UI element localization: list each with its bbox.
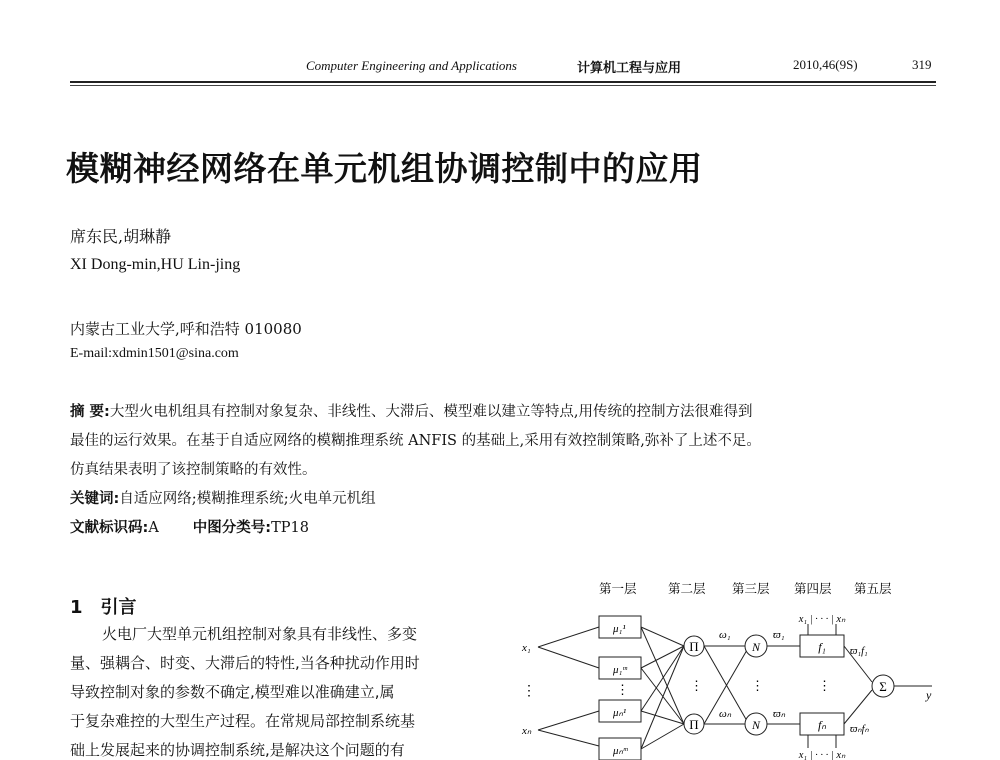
mf-label: μ₁¹ [613,623,626,635]
input-x1: x₁ [522,642,531,654]
rule-inputs-top: x₁ | · · · | xₙ [798,614,846,625]
input-connections [538,627,599,746]
body-line: 导致控制对象的参数不确定,模型难以准确建立,属 [70,683,395,701]
doc-code-label: 文献标识码: [70,520,149,536]
layer-1-2-connections [641,627,684,749]
abstract-text: 大型火电机组具有控制对象复杂、非线性、大滞后、模型难以建立等特点,用传统的控制方法很难得到 [109,404,753,420]
normalized-weight-label: ϖ₁ [773,629,785,641]
paper-title: 模糊神经网络在单元机组协调控制中的应用 [66,149,703,188]
n-symbol: N [751,718,761,732]
abstract-line [70,400,752,421]
keywords-label: 关键词: [70,491,120,507]
rule-output-label: ϖ₁f₁ [850,646,868,657]
authors-cn: 席东民,胡琳静 [70,227,172,246]
header-rule-thin [70,85,936,86]
section-heading [70,593,137,619]
normalized-weight-label: ϖₙ [773,708,786,720]
body-line: 量、强耦合、时变、大滞后的特性,当各种扰动作用时 [70,654,420,672]
doc-code-value: A [148,520,159,536]
layer-4-dots: ⋮ [818,678,831,693]
sum-symbol: Σ [879,679,887,694]
classification [70,516,309,537]
pi-symbol: Π [689,717,699,732]
abstract-line: 最佳的运行效果。在基于自适应网络的模糊推理系统 ANFIS 的基础上,采用有效控制策略,弥补了上述不足。 [70,433,761,449]
class-code-label: 中图分类号: [192,520,272,536]
mf-label: μₙ¹ [613,707,627,719]
layer-3-dots: ⋮ [751,678,764,693]
author-email: E-mail:xdmin1501@sina.com [70,346,239,361]
layer-4-5-connections [844,646,872,724]
rule-label: f₁ [818,640,826,654]
authors-en: XI Dong-min,HU Lin-jing [70,256,241,273]
mf-label: μ₁ᵐ [613,664,627,676]
rule-inputs-bottom: x₁ | · · · | xₙ [798,750,846,760]
keywords-text: 自适应网络;模糊推理系统;火电单元机组 [119,491,376,507]
abstract-line: 仿真结果表明了该控制策略的有效性。 [70,462,317,478]
layer-1-label: 第一层 [599,582,637,596]
pi-symbol: Π [689,639,699,654]
section-number: 1 [70,597,83,618]
anfis-diagram [500,572,940,760]
abstract-label: 摘 要: [70,404,110,420]
n-symbol: N [751,640,761,654]
rule-label: fₙ [817,718,827,732]
keywords [70,487,376,508]
input-xn: xₙ [522,725,532,737]
header-journal-name: Computer Engineering and Applications [306,58,517,73]
header-journal-name-cn: 计算机工程与应用 [577,61,682,76]
section-title: 引言 [100,597,137,618]
affiliation: 内蒙古工业大学,呼和浩特 010080 [70,320,302,338]
layer-4-label: 第四层 [794,582,832,596]
layer-2-dots: ⋮ [690,678,703,693]
output-y: y [926,688,932,702]
layer-3-label: 第三层 [732,582,770,596]
body-line: 础上发展起来的协调控制系统,是解决这个问题的有 [70,741,405,759]
rule-output-label: ϖₙfₙ [850,724,869,735]
layer-5-label: 第五层 [854,582,892,596]
layer-1-dots: ⋮ [616,682,629,697]
weight-label: ω₁ [719,629,731,641]
header-rule [70,81,936,83]
header-issue: 2010,46(9S) [793,57,858,72]
input-dots: ⋮ [522,684,536,699]
header-page-number: 319 [912,57,932,72]
weight-label: ωₙ [719,708,732,720]
body-line: 火电厂大型单元机组控制对象具有非线性、多变 [102,625,418,643]
body-line: 于复杂难控的大型生产过程。在常规局部控制系统基 [70,712,416,730]
mf-label: μₙᵐ [613,745,628,757]
class-code-value: TP18 [271,520,309,536]
layer-2-label: 第二层 [668,582,706,596]
